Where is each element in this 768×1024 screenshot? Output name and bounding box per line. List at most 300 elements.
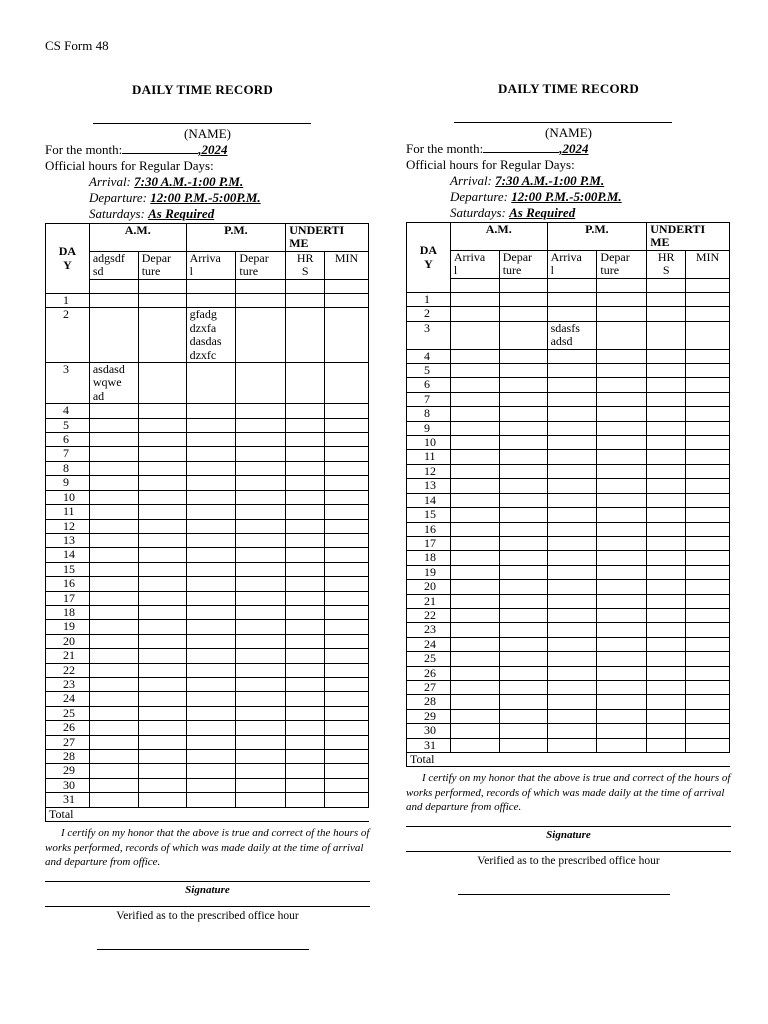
- pm-arrival-cell[interactable]: [547, 580, 597, 594]
- hrs-cell[interactable]: [286, 764, 325, 778]
- pm-arrival-cell[interactable]: [186, 605, 236, 619]
- pm-arrival-cell[interactable]: [547, 738, 597, 752]
- min-cell[interactable]: [325, 706, 369, 720]
- hrs-cell[interactable]: [286, 533, 325, 547]
- pm-arrival-cell[interactable]: [186, 692, 236, 706]
- pm-departure-cell[interactable]: [597, 479, 647, 493]
- am-departure-cell[interactable]: [138, 505, 186, 519]
- min-cell[interactable]: [325, 605, 369, 619]
- am-departure-cell[interactable]: [499, 392, 547, 406]
- pm-departure-cell[interactable]: [597, 536, 647, 550]
- min-cell[interactable]: [686, 522, 730, 536]
- am-arrival-cell[interactable]: [89, 533, 138, 547]
- pm-departure-cell[interactable]: [597, 464, 647, 478]
- pm-departure-cell[interactable]: [597, 307, 647, 321]
- pm-departure-cell[interactable]: [236, 692, 286, 706]
- hrs-cell[interactable]: [286, 418, 325, 432]
- pm-departure-cell[interactable]: [236, 750, 286, 764]
- am-departure-cell[interactable]: [499, 666, 547, 680]
- pm-arrival-cell[interactable]: [186, 677, 236, 691]
- am-departure-cell[interactable]: [138, 591, 186, 605]
- pm-arrival-cell[interactable]: [186, 447, 236, 461]
- am-arrival-cell[interactable]: [450, 565, 499, 579]
- am-arrival-cell[interactable]: [89, 548, 138, 562]
- pm-departure-cell[interactable]: [236, 735, 286, 749]
- pm-departure-cell[interactable]: [236, 677, 286, 691]
- name-field-line[interactable]: [93, 123, 311, 124]
- am-arrival-cell[interactable]: [89, 562, 138, 576]
- am-departure-cell[interactable]: [499, 421, 547, 435]
- pm-arrival-cell[interactable]: [547, 551, 597, 565]
- pm-departure-cell[interactable]: [597, 407, 647, 421]
- am-departure-cell[interactable]: [499, 594, 547, 608]
- hrs-cell[interactable]: [286, 620, 325, 634]
- pm-departure-cell[interactable]: [236, 476, 286, 490]
- hrs-cell[interactable]: [647, 493, 686, 507]
- signature-line[interactable]: [45, 881, 370, 882]
- hrs-cell[interactable]: [286, 692, 325, 706]
- pm-departure-cell[interactable]: [236, 562, 286, 576]
- am-departure-cell[interactable]: [138, 634, 186, 648]
- am-departure-cell[interactable]: [499, 551, 547, 565]
- min-cell[interactable]: [686, 666, 730, 680]
- am-arrival-cell[interactable]: [450, 652, 499, 666]
- hrs-cell[interactable]: [647, 407, 686, 421]
- pm-arrival-cell[interactable]: [186, 476, 236, 490]
- am-arrival-cell[interactable]: [89, 649, 138, 663]
- hrs-cell[interactable]: [286, 778, 325, 792]
- pm-departure-cell[interactable]: [236, 793, 286, 807]
- am-departure-cell[interactable]: [499, 680, 547, 694]
- am-arrival-cell[interactable]: [89, 634, 138, 648]
- pm-arrival-cell[interactable]: [547, 623, 597, 637]
- am-arrival-cell[interactable]: [450, 293, 499, 307]
- hrs-cell[interactable]: [647, 536, 686, 550]
- pm-departure-cell[interactable]: [597, 450, 647, 464]
- min-cell[interactable]: [686, 349, 730, 363]
- pm-arrival-cell[interactable]: [547, 724, 597, 738]
- min-cell[interactable]: [325, 721, 369, 735]
- am-arrival-cell[interactable]: [450, 493, 499, 507]
- am-arrival-cell[interactable]: asdasd wqwe ad: [89, 363, 138, 404]
- min-cell[interactable]: [325, 519, 369, 533]
- min-cell[interactable]: [325, 634, 369, 648]
- min-cell[interactable]: [686, 407, 730, 421]
- pm-arrival-cell[interactable]: [547, 522, 597, 536]
- pm-departure-cell[interactable]: [236, 778, 286, 792]
- am-arrival-cell[interactable]: [89, 447, 138, 461]
- hrs-cell[interactable]: [286, 433, 325, 447]
- am-departure-cell[interactable]: [138, 577, 186, 591]
- am-departure-cell[interactable]: [138, 490, 186, 504]
- am-departure-cell[interactable]: [499, 738, 547, 752]
- pm-departure-cell[interactable]: [236, 294, 286, 308]
- pm-arrival-cell[interactable]: [186, 721, 236, 735]
- min-cell[interactable]: [325, 793, 369, 807]
- pm-departure-cell[interactable]: [597, 580, 647, 594]
- pm-departure-cell[interactable]: [597, 666, 647, 680]
- am-departure-cell[interactable]: [138, 418, 186, 432]
- hrs-cell[interactable]: [647, 594, 686, 608]
- pm-arrival-cell[interactable]: [186, 620, 236, 634]
- am-departure-cell[interactable]: [138, 461, 186, 475]
- am-arrival-cell[interactable]: [450, 450, 499, 464]
- min-cell[interactable]: [325, 433, 369, 447]
- pm-departure-cell[interactable]: [236, 605, 286, 619]
- am-departure-cell[interactable]: [138, 677, 186, 691]
- pm-arrival-cell[interactable]: [186, 418, 236, 432]
- am-arrival-cell[interactable]: [89, 490, 138, 504]
- am-arrival-cell[interactable]: [89, 605, 138, 619]
- hrs-cell[interactable]: [647, 378, 686, 392]
- pm-arrival-cell[interactable]: [547, 536, 597, 550]
- am-arrival-cell[interactable]: [450, 464, 499, 478]
- min-cell[interactable]: [325, 461, 369, 475]
- pm-departure-cell[interactable]: [597, 637, 647, 651]
- hrs-cell[interactable]: [647, 738, 686, 752]
- pm-departure-cell[interactable]: [236, 363, 286, 404]
- pm-departure-cell[interactable]: [597, 652, 647, 666]
- am-arrival-cell[interactable]: [450, 508, 499, 522]
- hrs-cell[interactable]: [286, 577, 325, 591]
- pm-departure-cell[interactable]: [597, 594, 647, 608]
- hrs-cell[interactable]: [647, 307, 686, 321]
- pm-departure-cell[interactable]: [597, 724, 647, 738]
- hrs-cell[interactable]: [647, 364, 686, 378]
- pm-arrival-cell[interactable]: [547, 709, 597, 723]
- min-cell[interactable]: [325, 591, 369, 605]
- min-cell[interactable]: [325, 692, 369, 706]
- pm-arrival-cell[interactable]: [186, 750, 236, 764]
- hrs-cell[interactable]: [286, 519, 325, 533]
- am-departure-cell[interactable]: [138, 476, 186, 490]
- pm-departure-cell[interactable]: [236, 764, 286, 778]
- hrs-cell[interactable]: [286, 634, 325, 648]
- pm-arrival-cell[interactable]: [547, 637, 597, 651]
- pm-departure-cell[interactable]: [236, 308, 286, 363]
- min-cell[interactable]: [325, 447, 369, 461]
- min-cell[interactable]: [325, 649, 369, 663]
- min-cell[interactable]: [686, 479, 730, 493]
- pm-arrival-cell[interactable]: [547, 293, 597, 307]
- pm-departure-cell[interactable]: [597, 522, 647, 536]
- pm-arrival-cell[interactable]: [186, 735, 236, 749]
- min-cell[interactable]: [325, 308, 369, 363]
- am-departure-cell[interactable]: [499, 508, 547, 522]
- am-arrival-cell[interactable]: [89, 294, 138, 308]
- am-departure-cell[interactable]: [499, 580, 547, 594]
- am-arrival-cell[interactable]: [89, 721, 138, 735]
- am-departure-cell[interactable]: [138, 764, 186, 778]
- min-cell[interactable]: [325, 562, 369, 576]
- pm-departure-cell[interactable]: [597, 293, 647, 307]
- pm-departure-cell[interactable]: [236, 634, 286, 648]
- hrs-cell[interactable]: [286, 663, 325, 677]
- min-cell[interactable]: [325, 533, 369, 547]
- pm-arrival-cell[interactable]: [186, 548, 236, 562]
- am-arrival-cell[interactable]: [450, 709, 499, 723]
- hrs-cell[interactable]: [647, 464, 686, 478]
- am-arrival-cell[interactable]: [450, 407, 499, 421]
- min-cell[interactable]: [325, 363, 369, 404]
- pm-arrival-cell[interactable]: [186, 505, 236, 519]
- pm-arrival-cell[interactable]: [547, 680, 597, 694]
- pm-arrival-cell[interactable]: [186, 404, 236, 418]
- am-arrival-cell[interactable]: [89, 308, 138, 363]
- am-departure-cell[interactable]: [499, 565, 547, 579]
- am-arrival-cell[interactable]: [89, 706, 138, 720]
- am-departure-cell[interactable]: [499, 436, 547, 450]
- am-arrival-cell[interactable]: [450, 666, 499, 680]
- am-departure-cell[interactable]: [138, 519, 186, 533]
- am-arrival-cell[interactable]: [89, 620, 138, 634]
- am-arrival-cell[interactable]: [89, 577, 138, 591]
- am-departure-cell[interactable]: [138, 433, 186, 447]
- supervisor-signature-line[interactable]: [458, 894, 670, 895]
- min-cell[interactable]: [325, 404, 369, 418]
- hrs-cell[interactable]: [647, 421, 686, 435]
- am-departure-cell[interactable]: [138, 706, 186, 720]
- name-field-line[interactable]: [454, 122, 672, 123]
- hrs-cell[interactable]: [286, 490, 325, 504]
- am-departure-cell[interactable]: [499, 407, 547, 421]
- am-arrival-cell[interactable]: [89, 750, 138, 764]
- min-cell[interactable]: [325, 750, 369, 764]
- am-departure-cell[interactable]: [499, 623, 547, 637]
- am-departure-cell[interactable]: [499, 307, 547, 321]
- am-departure-cell[interactable]: [499, 709, 547, 723]
- pm-departure-cell[interactable]: [236, 490, 286, 504]
- hrs-cell[interactable]: [286, 562, 325, 576]
- pm-departure-cell[interactable]: [597, 695, 647, 709]
- hrs-cell[interactable]: [286, 750, 325, 764]
- am-arrival-cell[interactable]: [89, 461, 138, 475]
- am-departure-cell[interactable]: [499, 608, 547, 622]
- pm-departure-cell[interactable]: [597, 421, 647, 435]
- min-cell[interactable]: [686, 695, 730, 709]
- am-departure-cell[interactable]: [138, 363, 186, 404]
- am-departure-cell[interactable]: [138, 750, 186, 764]
- pm-departure-cell[interactable]: [597, 493, 647, 507]
- pm-departure-cell[interactable]: [236, 519, 286, 533]
- am-arrival-cell[interactable]: [89, 692, 138, 706]
- min-cell[interactable]: [686, 680, 730, 694]
- am-departure-cell[interactable]: [499, 479, 547, 493]
- pm-arrival-cell[interactable]: [547, 392, 597, 406]
- pm-arrival-cell[interactable]: [186, 778, 236, 792]
- pm-arrival-cell[interactable]: [547, 608, 597, 622]
- min-cell[interactable]: [325, 418, 369, 432]
- pm-departure-cell[interactable]: [236, 577, 286, 591]
- min-cell[interactable]: [325, 476, 369, 490]
- am-arrival-cell[interactable]: [450, 551, 499, 565]
- hrs-cell[interactable]: [647, 695, 686, 709]
- am-departure-cell[interactable]: [138, 663, 186, 677]
- pm-arrival-cell[interactable]: [186, 363, 236, 404]
- am-arrival-cell[interactable]: [89, 433, 138, 447]
- am-departure-cell[interactable]: [138, 735, 186, 749]
- am-departure-cell[interactable]: [138, 548, 186, 562]
- pm-departure-cell[interactable]: [597, 738, 647, 752]
- am-arrival-cell[interactable]: [89, 735, 138, 749]
- hrs-cell[interactable]: [286, 476, 325, 490]
- pm-departure-cell[interactable]: [236, 418, 286, 432]
- hrs-cell[interactable]: [647, 522, 686, 536]
- pm-arrival-cell[interactable]: sdasfs adsd: [547, 321, 597, 349]
- min-cell[interactable]: [325, 735, 369, 749]
- am-departure-cell[interactable]: [499, 724, 547, 738]
- hrs-cell[interactable]: [647, 321, 686, 349]
- min-cell[interactable]: [686, 652, 730, 666]
- pm-arrival-cell[interactable]: [186, 577, 236, 591]
- pm-departure-cell[interactable]: [597, 508, 647, 522]
- min-cell[interactable]: [686, 738, 730, 752]
- pm-departure-cell[interactable]: [236, 721, 286, 735]
- pm-arrival-cell[interactable]: [547, 349, 597, 363]
- min-cell[interactable]: [686, 536, 730, 550]
- hrs-cell[interactable]: [286, 605, 325, 619]
- pm-departure-cell[interactable]: [597, 680, 647, 694]
- pm-arrival-cell[interactable]: [547, 695, 597, 709]
- hrs-cell[interactable]: [286, 505, 325, 519]
- pm-departure-cell[interactable]: [236, 505, 286, 519]
- pm-departure-cell[interactable]: [597, 364, 647, 378]
- pm-arrival-cell[interactable]: [186, 519, 236, 533]
- am-arrival-cell[interactable]: [450, 623, 499, 637]
- pm-departure-cell[interactable]: [236, 433, 286, 447]
- pm-arrival-cell[interactable]: [186, 433, 236, 447]
- am-departure-cell[interactable]: [138, 793, 186, 807]
- pm-departure-cell[interactable]: [597, 349, 647, 363]
- pm-departure-cell[interactable]: [236, 548, 286, 562]
- min-cell[interactable]: [686, 378, 730, 392]
- pm-departure-cell[interactable]: [236, 663, 286, 677]
- pm-arrival-cell[interactable]: [547, 378, 597, 392]
- am-arrival-cell[interactable]: [450, 349, 499, 363]
- pm-departure-cell[interactable]: [236, 447, 286, 461]
- hrs-cell[interactable]: [286, 363, 325, 404]
- am-arrival-cell[interactable]: [450, 421, 499, 435]
- min-cell[interactable]: [686, 364, 730, 378]
- min-cell[interactable]: [686, 392, 730, 406]
- hrs-cell[interactable]: [286, 447, 325, 461]
- min-cell[interactable]: [325, 663, 369, 677]
- am-departure-cell[interactable]: [499, 536, 547, 550]
- hrs-cell[interactable]: [286, 793, 325, 807]
- am-departure-cell[interactable]: [138, 778, 186, 792]
- supervisor-signature-line[interactable]: [97, 949, 309, 950]
- hrs-cell[interactable]: [647, 580, 686, 594]
- hrs-cell[interactable]: [647, 392, 686, 406]
- am-arrival-cell[interactable]: [450, 724, 499, 738]
- am-departure-cell[interactable]: [499, 695, 547, 709]
- am-departure-cell[interactable]: [499, 637, 547, 651]
- pm-arrival-cell[interactable]: [186, 533, 236, 547]
- am-arrival-cell[interactable]: [89, 778, 138, 792]
- pm-arrival-cell[interactable]: [547, 307, 597, 321]
- hrs-cell[interactable]: [647, 637, 686, 651]
- hrs-cell[interactable]: [286, 461, 325, 475]
- hrs-cell[interactable]: [286, 548, 325, 562]
- am-departure-cell[interactable]: [138, 447, 186, 461]
- am-arrival-cell[interactable]: [450, 307, 499, 321]
- pm-departure-cell[interactable]: [236, 404, 286, 418]
- am-departure-cell[interactable]: [138, 620, 186, 634]
- hrs-cell[interactable]: [286, 735, 325, 749]
- hrs-cell[interactable]: [647, 551, 686, 565]
- min-cell[interactable]: [686, 421, 730, 435]
- min-cell[interactable]: [686, 436, 730, 450]
- min-cell[interactable]: [686, 293, 730, 307]
- am-arrival-cell[interactable]: [89, 677, 138, 691]
- pm-arrival-cell[interactable]: [547, 594, 597, 608]
- min-cell[interactable]: [686, 608, 730, 622]
- pm-arrival-cell[interactable]: [186, 663, 236, 677]
- am-arrival-cell[interactable]: [450, 608, 499, 622]
- am-arrival-cell[interactable]: [450, 594, 499, 608]
- hrs-cell[interactable]: [286, 677, 325, 691]
- month-blank[interactable]: [483, 141, 559, 153]
- hrs-cell[interactable]: [647, 508, 686, 522]
- pm-arrival-cell[interactable]: [547, 508, 597, 522]
- pm-arrival-cell[interactable]: [186, 562, 236, 576]
- pm-departure-cell[interactable]: [597, 551, 647, 565]
- hrs-cell[interactable]: [647, 293, 686, 307]
- am-arrival-cell[interactable]: [450, 392, 499, 406]
- pm-arrival-cell[interactable]: [186, 634, 236, 648]
- min-cell[interactable]: [686, 464, 730, 478]
- am-departure-cell[interactable]: [499, 450, 547, 464]
- pm-arrival-cell[interactable]: [547, 407, 597, 421]
- am-arrival-cell[interactable]: [450, 738, 499, 752]
- pm-arrival-cell[interactable]: [186, 591, 236, 605]
- am-departure-cell[interactable]: [138, 649, 186, 663]
- min-cell[interactable]: [325, 548, 369, 562]
- am-departure-cell[interactable]: [138, 294, 186, 308]
- am-arrival-cell[interactable]: [450, 536, 499, 550]
- pm-departure-cell[interactable]: [597, 565, 647, 579]
- hrs-cell[interactable]: [647, 565, 686, 579]
- hrs-cell[interactable]: [286, 308, 325, 363]
- pm-arrival-cell[interactable]: [186, 649, 236, 663]
- pm-arrival-cell[interactable]: [186, 461, 236, 475]
- pm-departure-cell[interactable]: [597, 392, 647, 406]
- pm-arrival-cell[interactable]: [547, 464, 597, 478]
- pm-arrival-cell[interactable]: [186, 490, 236, 504]
- am-arrival-cell[interactable]: [89, 591, 138, 605]
- pm-arrival-cell[interactable]: [547, 421, 597, 435]
- hrs-cell[interactable]: [647, 666, 686, 680]
- hrs-cell[interactable]: [286, 706, 325, 720]
- hrs-cell[interactable]: [647, 680, 686, 694]
- am-departure-cell[interactable]: [499, 349, 547, 363]
- am-departure-cell[interactable]: [499, 652, 547, 666]
- pm-departure-cell[interactable]: [236, 620, 286, 634]
- min-cell[interactable]: [325, 677, 369, 691]
- min-cell[interactable]: [325, 764, 369, 778]
- hrs-cell[interactable]: [647, 652, 686, 666]
- pm-arrival-cell[interactable]: [547, 364, 597, 378]
- am-departure-cell[interactable]: [499, 364, 547, 378]
- am-departure-cell[interactable]: [499, 378, 547, 392]
- month-blank[interactable]: [122, 142, 198, 154]
- am-departure-cell[interactable]: [138, 605, 186, 619]
- am-arrival-cell[interactable]: [89, 418, 138, 432]
- pm-arrival-cell[interactable]: [547, 479, 597, 493]
- hrs-cell[interactable]: [647, 479, 686, 493]
- pm-departure-cell[interactable]: [236, 706, 286, 720]
- hrs-cell[interactable]: [286, 294, 325, 308]
